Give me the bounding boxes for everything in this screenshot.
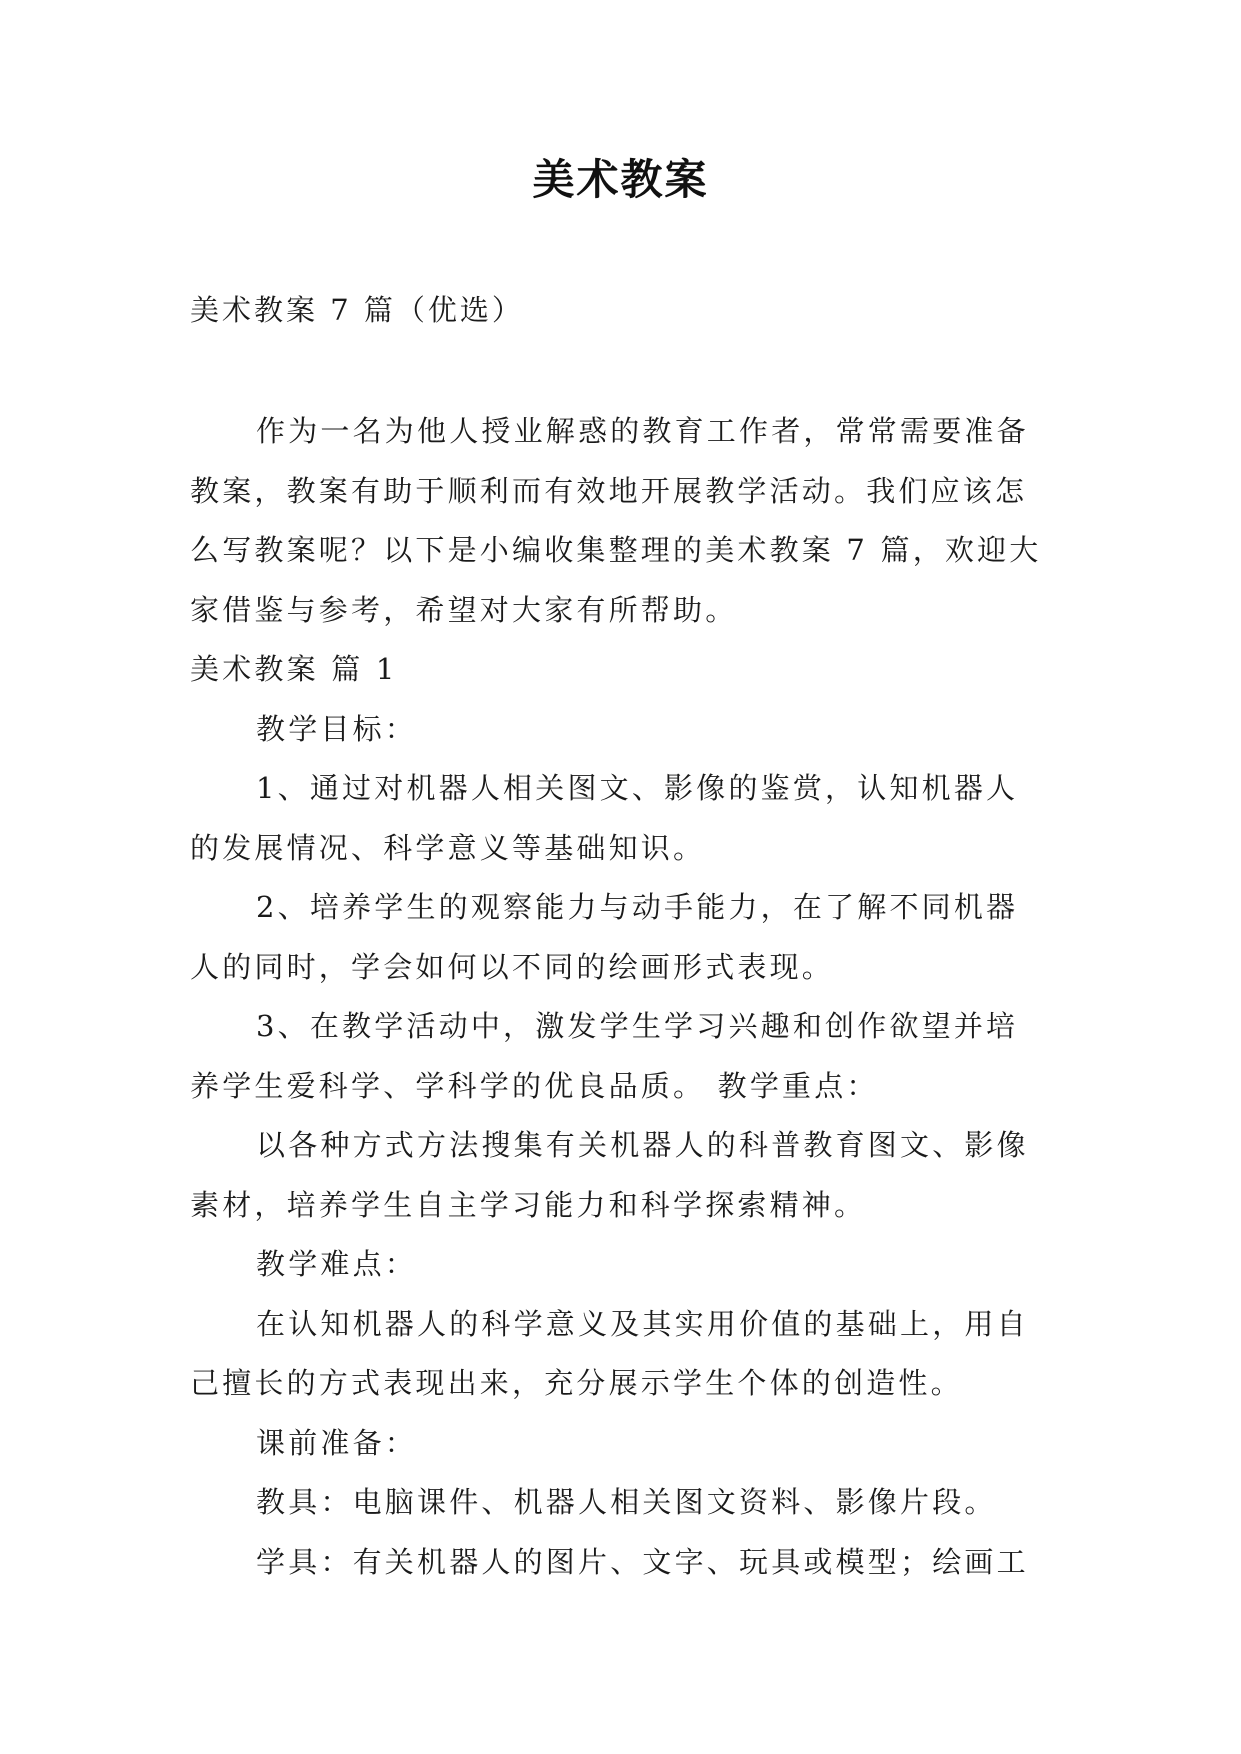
text-line: 教学目标： — [256, 711, 418, 746]
text-line: 素材，培养学生自主学习能力和科学探索精神。 — [190, 1187, 867, 1222]
text-line: 养学生爱科学、学科学的优良品质。 教学重点： — [190, 1068, 879, 1103]
text-line: 学具：有关机器人的图片、文字、玩具或模型；绘画工 — [256, 1544, 1029, 1579]
text-line: 教具：电脑课件、机器人相关图文资料、影像片段。 — [256, 1485, 997, 1519]
text-line: 己擅长的方式表现出来，充分展示学生个体的创造性。 — [190, 1366, 963, 1400]
document-title: 美术教案 — [532, 155, 709, 204]
document-body — [190, 402, 1050, 1592]
text-line: 美术教案 篇 1 — [190, 652, 398, 686]
text-line: 以各种方式方法搜集有关机器人的科普教育图文、影像 — [256, 1128, 1029, 1162]
text-line: 2、培养学生的观察能力与动手能力，在了解不同机器 — [256, 890, 1019, 924]
text-line: 作为一名为他人授业解惑的教育工作者，常常需要准备 — [256, 414, 1029, 448]
text-line: 1、通过对机器人相关图文、影像的鉴赏，认知机器人 — [256, 771, 1019, 805]
text-line: 在认知机器人的科学意义及其实用价值的基础上，用自 — [256, 1306, 1029, 1341]
text-line: 教学难点： — [256, 1247, 418, 1281]
text-line: 的发展情况、科学意义等基础知识。 — [190, 830, 706, 865]
text-line: 么写教案呢？以下是小编收集整理的美术教案 7 篇，欢迎大 — [190, 533, 1042, 567]
text-line: 课前准备： — [256, 1425, 418, 1460]
text-line: 人的同时，学会如何以不同的绘画形式表现。 — [190, 949, 835, 984]
document-subtitle: 美术教案 7 篇（优选） — [190, 293, 524, 327]
text-line: 3、在教学活动中，激发学生学习兴趣和创作欲望并培 — [256, 1009, 1019, 1043]
text-line: 教案，教案有助于顺利而有效地开展教学活动。我们应该怎 — [190, 473, 1028, 508]
text-line: 家借鉴与参考，希望对大家有所帮助。 — [190, 592, 738, 627]
